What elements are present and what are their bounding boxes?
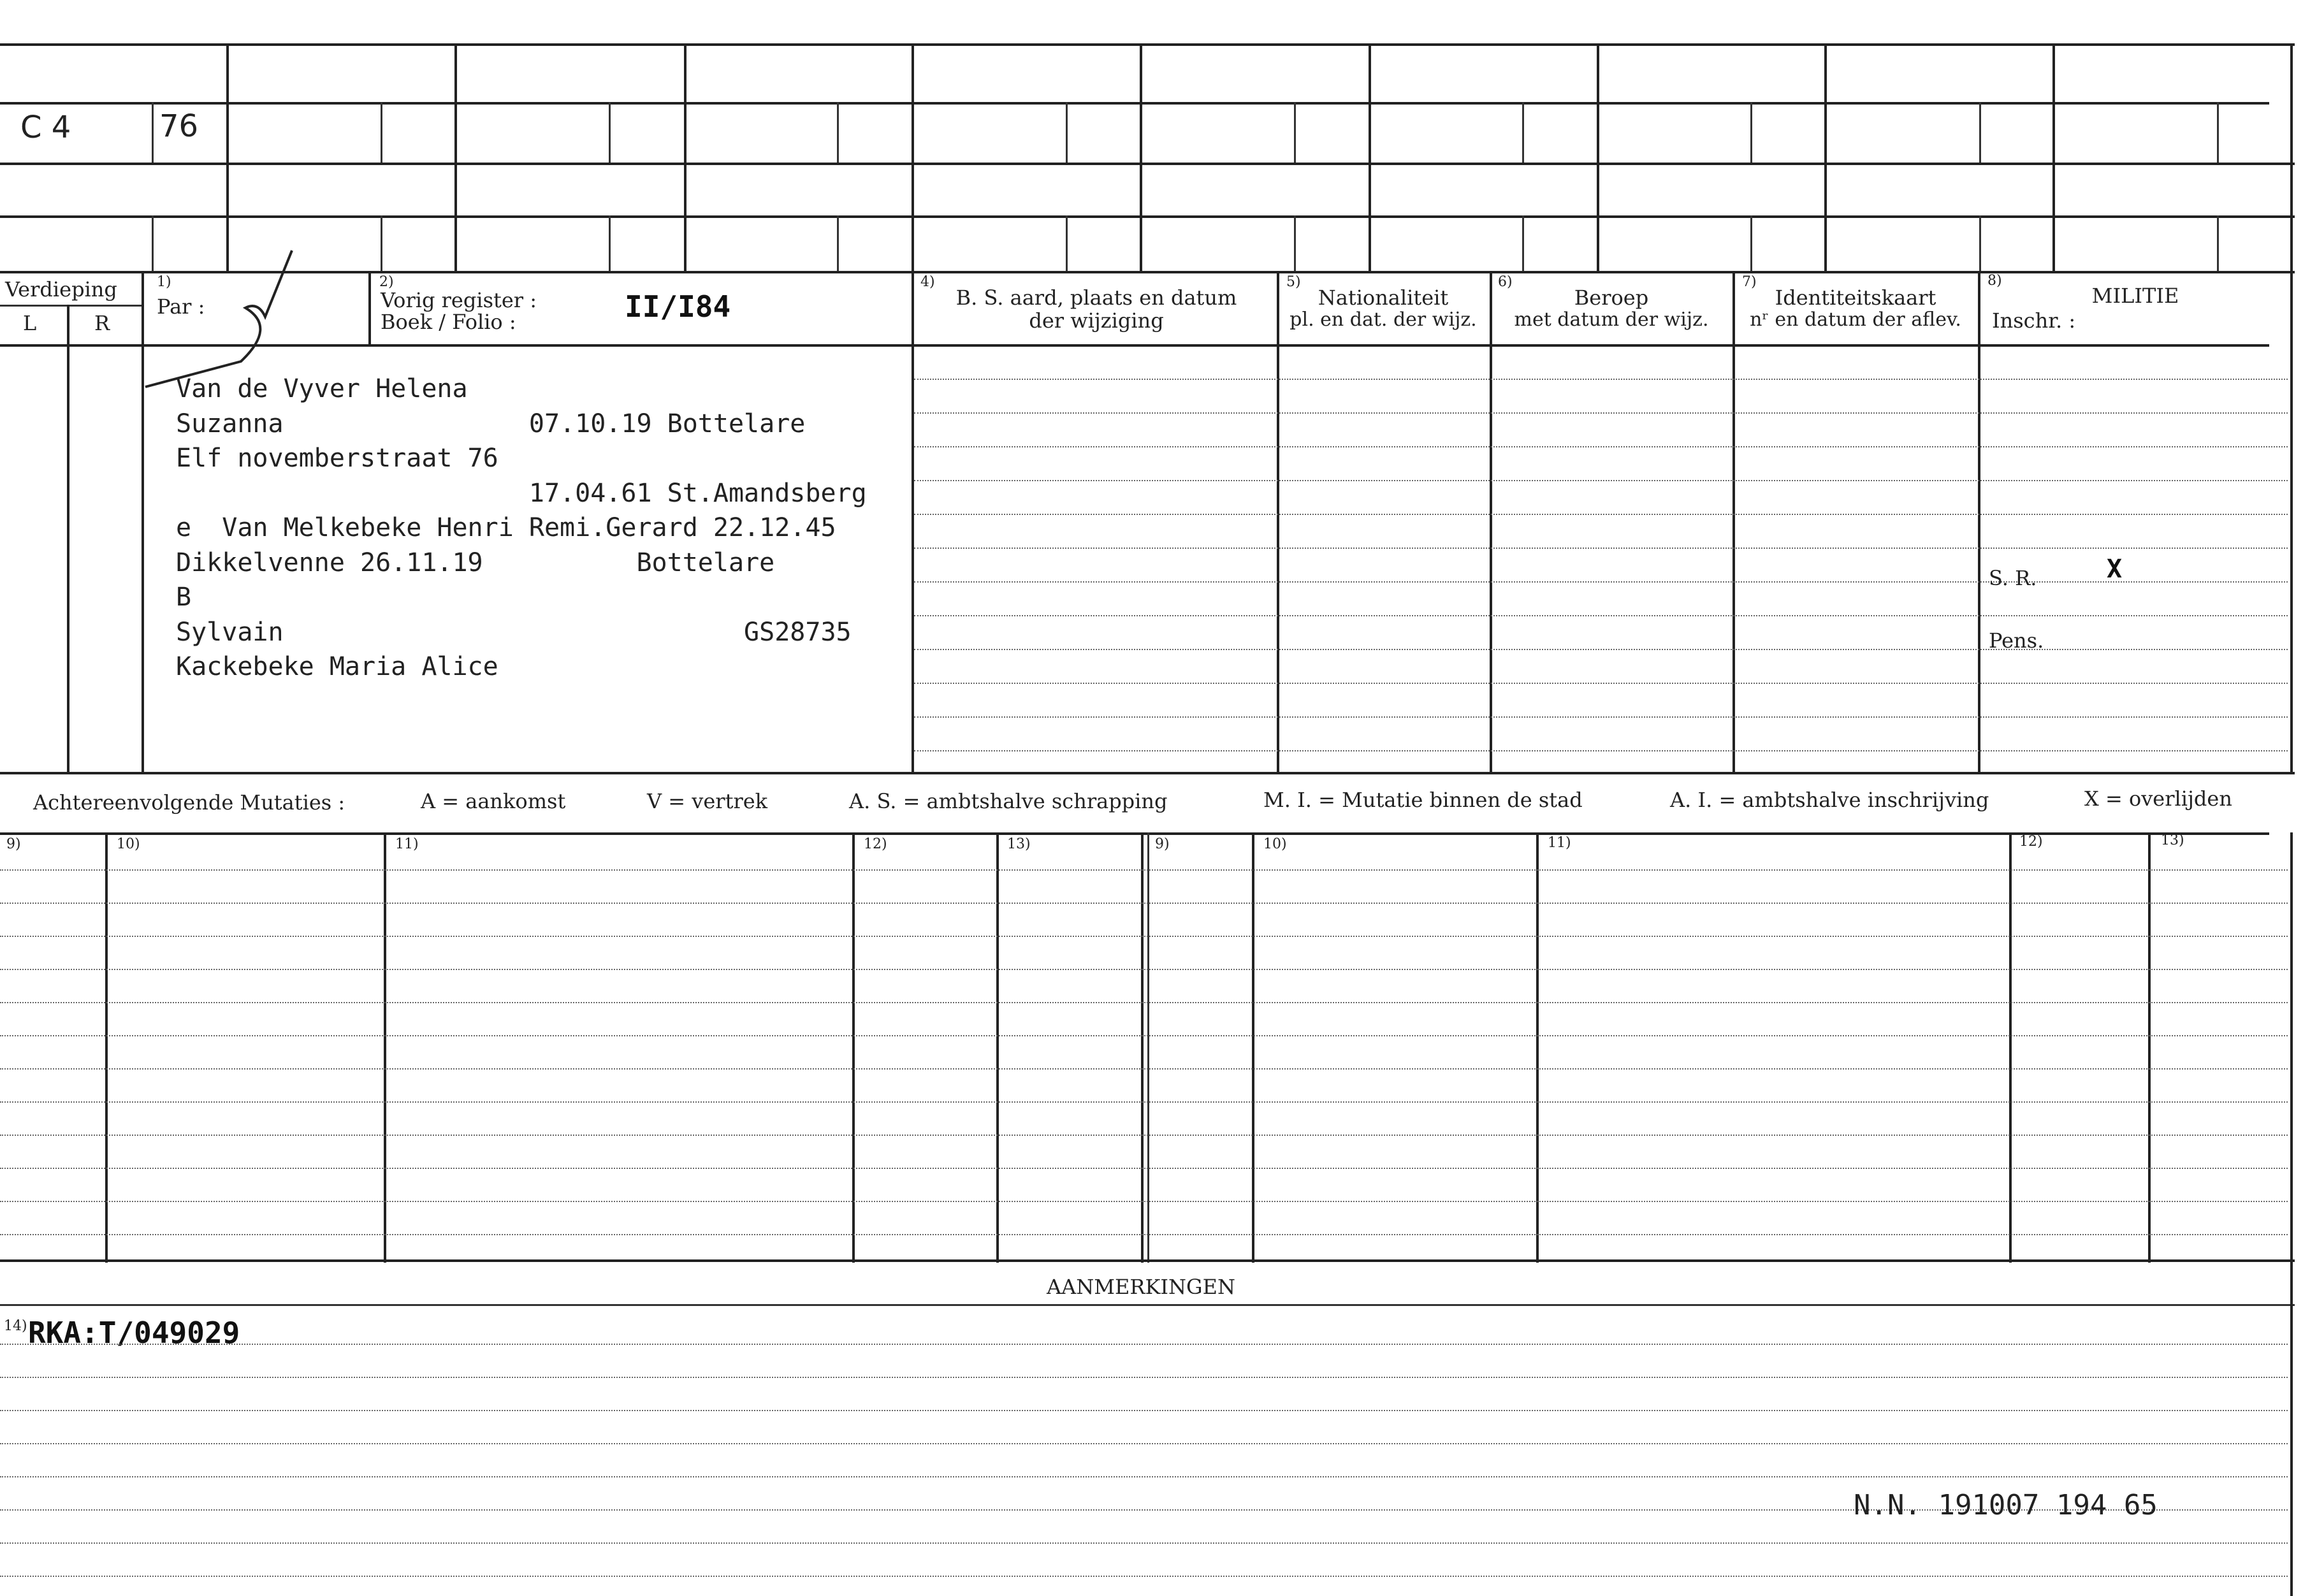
mutation-ruled-line	[0, 903, 2288, 904]
mutation-col-num: 13)	[2161, 832, 2184, 848]
mutation-col-line	[2148, 832, 2151, 1263]
ruled-line	[914, 412, 2288, 414]
top-grid-sub-line	[1066, 102, 1068, 163]
header-top-border	[0, 271, 2295, 273]
header-bottom-border	[0, 344, 2269, 347]
top-grid-col-line	[2052, 43, 2055, 271]
col5-line1: Nationaliteit	[1318, 286, 1449, 310]
top-grid-sub-line	[1294, 215, 1296, 271]
person-block-bottom	[0, 772, 2295, 774]
right-border	[2290, 1259, 2293, 1596]
mutation-col-num: 11)	[395, 836, 419, 852]
top-grid-right-border	[2290, 43, 2293, 271]
aanmerkingen-ruled-line	[0, 1542, 2288, 1544]
mutation-ruled-line	[0, 1234, 2288, 1235]
previous-register-value: II/I84	[625, 289, 731, 324]
legend-ambtshalve-inschrijving: A. I. = ambtshalve inschrijving	[1670, 788, 1989, 812]
mutation-col-num: 9)	[1155, 836, 1170, 852]
aanmerkingen-ruled-line	[0, 1410, 2288, 1411]
mutation-col-num: 10)	[117, 836, 140, 852]
col6-line2: met datum der wijz.	[1514, 308, 1709, 331]
top-grid-row-line	[0, 215, 2295, 218]
aanmerkingen-rule	[0, 1304, 2295, 1306]
ruled-line	[914, 480, 2288, 481]
col4-line2: der wijziging	[1029, 308, 1164, 333]
ruled-line	[914, 548, 2288, 549]
ruled-line	[914, 683, 2288, 684]
person-line: Van de Vyver Helena	[176, 374, 468, 403]
mutation-col-line	[1536, 832, 1539, 1263]
top-grid-sub-line	[1750, 215, 1752, 271]
top-grid-col-line	[684, 43, 686, 271]
right-border	[2290, 271, 2293, 772]
top-grid-sub-line	[1522, 215, 1524, 271]
top-grid-col-line	[912, 43, 914, 271]
person-line: Suzanna 07.10.19 Bottelare	[176, 409, 806, 439]
aanmerkingen-ruled-line	[0, 1443, 2288, 1444]
national-number: N.N. 191007 194 65	[1854, 1489, 2158, 1521]
top-grid-col-line	[1597, 43, 1599, 271]
top-grid-sub-line	[1979, 215, 1981, 271]
col5-line2: pl. en dat. der wijz.	[1289, 308, 1477, 331]
inschr-label: Inschr. :	[1992, 308, 2076, 333]
top-grid-sub-line	[609, 102, 611, 163]
mutation-ruled-line	[0, 1002, 2288, 1003]
mutation-col-num: 10)	[1263, 836, 1287, 852]
sr-label: S. R.	[1989, 566, 2037, 590]
col-divider	[1277, 271, 1279, 772]
col-divider	[1978, 271, 1980, 772]
mutation-col-num: 12)	[864, 836, 887, 852]
mutation-col-num: 9)	[6, 836, 21, 852]
mutation-col-line	[105, 832, 108, 1263]
legend-ambtshalve-schrapping: A. S. = ambtshalve schrapping	[849, 789, 1168, 813]
top-grid-sub-line	[381, 102, 382, 163]
col2-line1: Vorig register :	[381, 288, 537, 312]
mutation-col-line	[2290, 832, 2293, 1263]
mutation-ruled-line	[0, 1101, 2288, 1103]
col-divider	[1732, 271, 1735, 772]
mutation-grid-bottom	[0, 1259, 2295, 1262]
top-grid-col-line	[1140, 43, 1142, 271]
top-grid-sub-line	[837, 215, 839, 271]
person-line: B	[176, 583, 192, 612]
top-grid-sub-line	[1979, 102, 1981, 163]
top-grid-sub-line	[381, 215, 382, 271]
top-grid-row-line	[0, 163, 2295, 165]
mutation-col-num: 12)	[2019, 834, 2043, 850]
pens-label: Pens.	[1989, 628, 2044, 653]
person-line: Dikkelvenne 26.11.19 Bottelare	[176, 548, 775, 577]
col6-line1: Beroep	[1574, 286, 1649, 310]
mutation-ruled-line	[0, 936, 2288, 937]
mutation-ruled-line	[0, 1035, 2288, 1036]
mutation-ruled-line	[0, 1135, 2288, 1136]
ruled-line	[914, 615, 2288, 616]
mutation-col-line	[384, 832, 386, 1263]
code-right: 76	[159, 108, 199, 144]
top-grid-sub-line	[2217, 215, 2219, 271]
ruled-line	[914, 649, 2288, 650]
mutaties-title: Achtereenvolgende Mutaties :	[33, 790, 345, 815]
person-line: 17.04.61 St.Amandsberg	[176, 478, 867, 508]
aanmerkingen-num: 14)	[4, 1318, 27, 1334]
col2-line2: Boek / Folio :	[381, 310, 516, 334]
top-grid-sub-line	[837, 102, 839, 163]
col-divider	[368, 271, 371, 344]
mutation-ruled-line	[0, 869, 2288, 871]
top-grid-row-line	[0, 102, 2269, 105]
mutation-ruled-line	[0, 1168, 2288, 1169]
top-grid-border	[0, 43, 2295, 46]
mutation-ruled-line	[0, 969, 2288, 970]
top-grid-sub-line	[1522, 102, 1524, 163]
person-line: Elf novemberstraat 76	[176, 444, 498, 473]
ruled-line	[914, 716, 2288, 718]
mutation-col-line	[996, 832, 999, 1263]
col1-label: Par :	[157, 294, 205, 319]
col4-line1: B. S. aard, plaats en datum	[955, 286, 1237, 310]
mutation-col-line	[1141, 832, 1144, 1263]
col7-line2: nʳ en datum der aflev.	[1750, 308, 1961, 331]
top-grid-sub-line	[609, 215, 611, 271]
person-line: Kackebeke Maria Alice	[176, 652, 498, 681]
person-line: e Van Melkebeke Henri Remi.Gerard 22.12.45	[176, 513, 836, 542]
ruled-line	[914, 446, 2288, 447]
top-grid-col-line	[1824, 43, 1827, 271]
col5-num: 5)	[1286, 274, 1301, 290]
code-left: C 4	[20, 110, 71, 145]
col4-num: 4)	[920, 274, 935, 290]
col-divider-lr	[67, 305, 69, 772]
top-grid-col-line	[454, 43, 457, 271]
ruled-line	[914, 514, 2288, 515]
top-grid-sub-line	[152, 102, 154, 163]
col7-line1: Identiteitskaart	[1775, 286, 1936, 310]
col-divider	[912, 271, 914, 772]
top-grid-sub-line	[1294, 102, 1296, 163]
ruled-line	[914, 581, 2288, 583]
col-divider	[1490, 271, 1492, 772]
col1-num: 1)	[157, 274, 171, 290]
verdieping-label: Verdieping	[5, 277, 117, 301]
aanmerkingen-ruled-line	[0, 1377, 2288, 1378]
col2-num: 2)	[379, 274, 394, 290]
mutation-col-line	[1147, 832, 1149, 1263]
mutation-col-num: 11)	[1548, 835, 1571, 851]
aanmerkingen-ruled-line	[0, 1476, 2288, 1477]
mutation-ruled-line	[0, 1068, 2288, 1070]
verdieping-divider	[0, 305, 142, 307]
col7-num: 7)	[1742, 274, 1757, 290]
legend-aankomst: A = aankomst	[421, 789, 566, 813]
aanmerkingen-ruled-line	[0, 1576, 2288, 1577]
aanmerkingen-title: AANMERKINGEN	[1047, 1275, 1235, 1299]
mutation-col-line	[2009, 832, 2012, 1263]
mutation-col-line	[852, 832, 855, 1263]
verdieping-l: L	[23, 311, 37, 335]
top-grid-col-line	[1369, 43, 1371, 271]
top-grid-col-line	[226, 43, 229, 271]
mutation-col-line	[1252, 832, 1254, 1263]
handwritten-scribble	[140, 245, 306, 392]
top-grid-sub-line	[2217, 102, 2219, 163]
mutation-ruled-line	[0, 1201, 2288, 1202]
militie-title: MILITIE	[2091, 284, 2179, 308]
legend-overlijden: X = overlijden	[2084, 787, 2232, 811]
legend-vertrek: V = vertrek	[647, 789, 768, 813]
verdieping-r: R	[94, 311, 110, 335]
col6-num: 6)	[1498, 274, 1513, 290]
ruled-line	[914, 379, 2288, 380]
rka-reference: RKA:T/049029	[28, 1316, 240, 1350]
mutation-col-num: 13)	[1007, 836, 1031, 852]
mutation-grid-top	[0, 832, 2269, 835]
person-line: Sylvain GS28735	[176, 617, 852, 647]
legend-mutatie-stad: M. I. = Mutatie binnen de stad	[1263, 788, 1583, 812]
person-details	[176, 372, 867, 685]
top-grid-sub-line	[1750, 102, 1752, 163]
ruled-line	[914, 750, 2288, 751]
aanmerkingen-ruled-line	[0, 1344, 2288, 1345]
col8-num: 8)	[1987, 273, 2002, 289]
top-grid-sub-line	[1066, 215, 1068, 271]
sr-value: X	[2107, 555, 2123, 584]
